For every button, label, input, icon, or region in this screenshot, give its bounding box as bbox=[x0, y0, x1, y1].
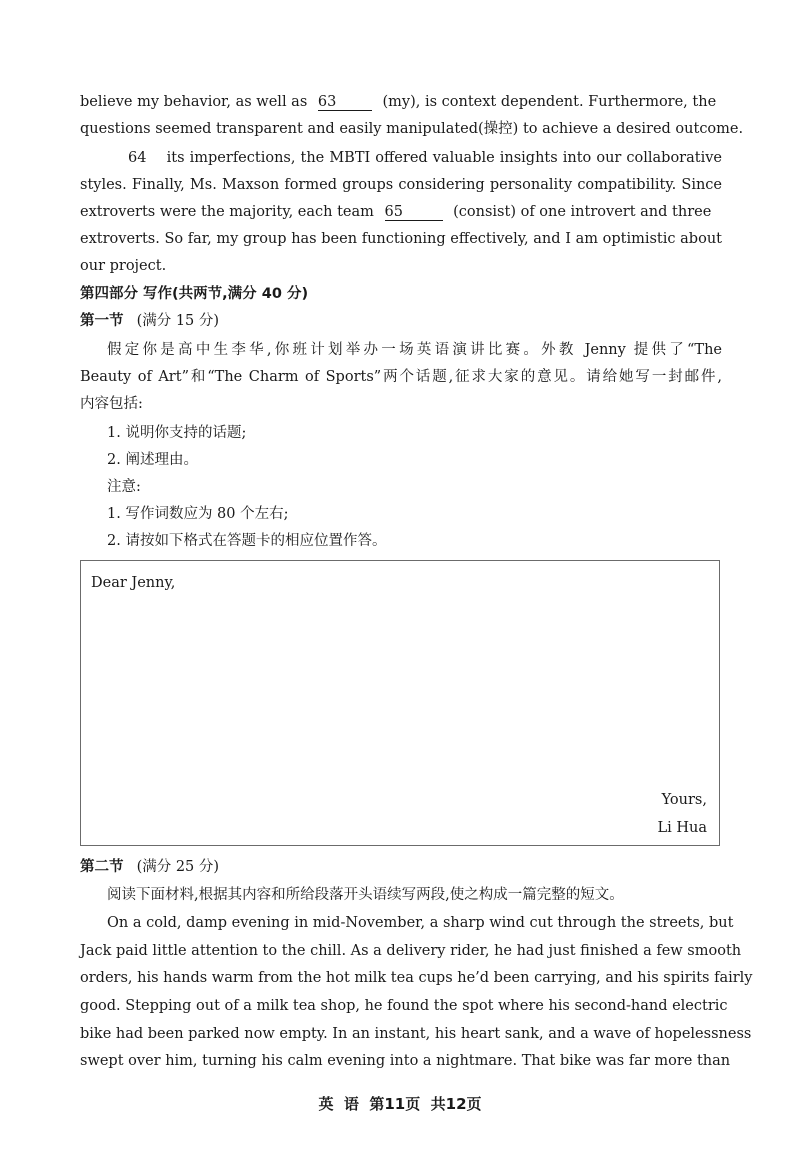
section1-item-2: 2. 阐述理由。 bbox=[107, 452, 198, 468]
letter-closing: Yours, bbox=[661, 792, 707, 808]
para2-line-4: extroverts. So far, my group has been functioning effectively, and I am optimistic about bbox=[80, 231, 722, 247]
letter-answer-box[interactable] bbox=[80, 560, 720, 846]
letter-signature: Li Hua bbox=[657, 820, 707, 836]
story-line-2: Jack paid little attention to the chill. As a delivery rider, he had just finished a few smooth bbox=[80, 943, 742, 959]
section1-prompt-line-1: 假定你是高中生李华,你班计划举办一场英语演讲比赛。外教 Jenny 提供了“The bbox=[107, 342, 722, 358]
section1-note-label: 注意: bbox=[107, 479, 141, 495]
part4-title: 第四部分 写作(共两节,满分 40 分) bbox=[80, 286, 309, 302]
section1-score: (满分 15 分) bbox=[136, 313, 220, 329]
story-line-5: bike had been parked now empty. In an instant, his heart sank, and a wave of hopelessness bbox=[80, 1026, 752, 1042]
para2-line-1: 64 its imperfections, the MBTI offered valuable insights into our collaborative bbox=[128, 150, 722, 166]
story-line-1: On a cold, damp evening in mid-November, a sharp wind cut through the streets, but bbox=[107, 915, 734, 931]
para1-line-1 bbox=[80, 92, 722, 112]
para2-line-3-end: (consist) of one introvert and three bbox=[453, 204, 712, 220]
para1-line-2: questions seemed transparent and easily manipulated(操控) to achieve a desired outcome. bbox=[80, 121, 744, 137]
section1-title: 第一节 bbox=[80, 313, 124, 329]
section2-heading bbox=[80, 857, 219, 877]
section1-prompt-line-2: Beauty of Art”和“The Charm of Sports”两个话题,征求大家的意见。请给她写一封邮件, bbox=[80, 369, 722, 385]
para2-line-3-start: extroverts were the majority, each team bbox=[80, 204, 374, 220]
section2-title: 第二节 bbox=[80, 859, 124, 875]
section2-score: (满分 25 分) bbox=[136, 859, 220, 875]
blank-65: 65 bbox=[385, 204, 443, 221]
section1-note-1: 1. 写作词数应为 80 个左右; bbox=[107, 506, 289, 522]
para1-line-1-end: (my), is context dependent. Furthermore, the bbox=[382, 94, 717, 110]
story-line-3: orders, his hands warm from the hot milk tea cups he’d been carrying, and his spirits fairly bbox=[80, 970, 753, 986]
section2-instruction: 阅读下面材料,根据其内容和所给段落开头语续写两段,使之构成一篇完整的短文。 bbox=[107, 887, 624, 903]
para2-line-3 bbox=[80, 202, 722, 222]
section1-item-1: 1. 说明你支持的话题; bbox=[107, 425, 247, 441]
section1-prompt-line-3: 内容包括: bbox=[80, 396, 143, 412]
para1-line-1-start: believe my behavior, as well as bbox=[80, 94, 308, 110]
page-footer: 英 语 第11页 共12页 bbox=[318, 1095, 482, 1113]
story-line-6: swept over him, turning his calm evening into a nightmare. That bike was far more than bbox=[80, 1053, 731, 1069]
para2-line-5: our project. bbox=[80, 258, 167, 274]
section1-note-2: 2. 请按如下格式在答题卡的相应位置作答。 bbox=[107, 533, 387, 549]
story-line-4: good. Stepping out of a milk tea shop, he found the spot where his second-hand electric bbox=[80, 998, 728, 1014]
letter-greeting: Dear Jenny, bbox=[91, 575, 176, 591]
para2-line-2: styles. Finally, Ms. Maxson formed groups considering personality compatibility. Since bbox=[80, 177, 722, 193]
section1-heading bbox=[80, 311, 219, 331]
blank-63: 63 bbox=[318, 94, 372, 111]
